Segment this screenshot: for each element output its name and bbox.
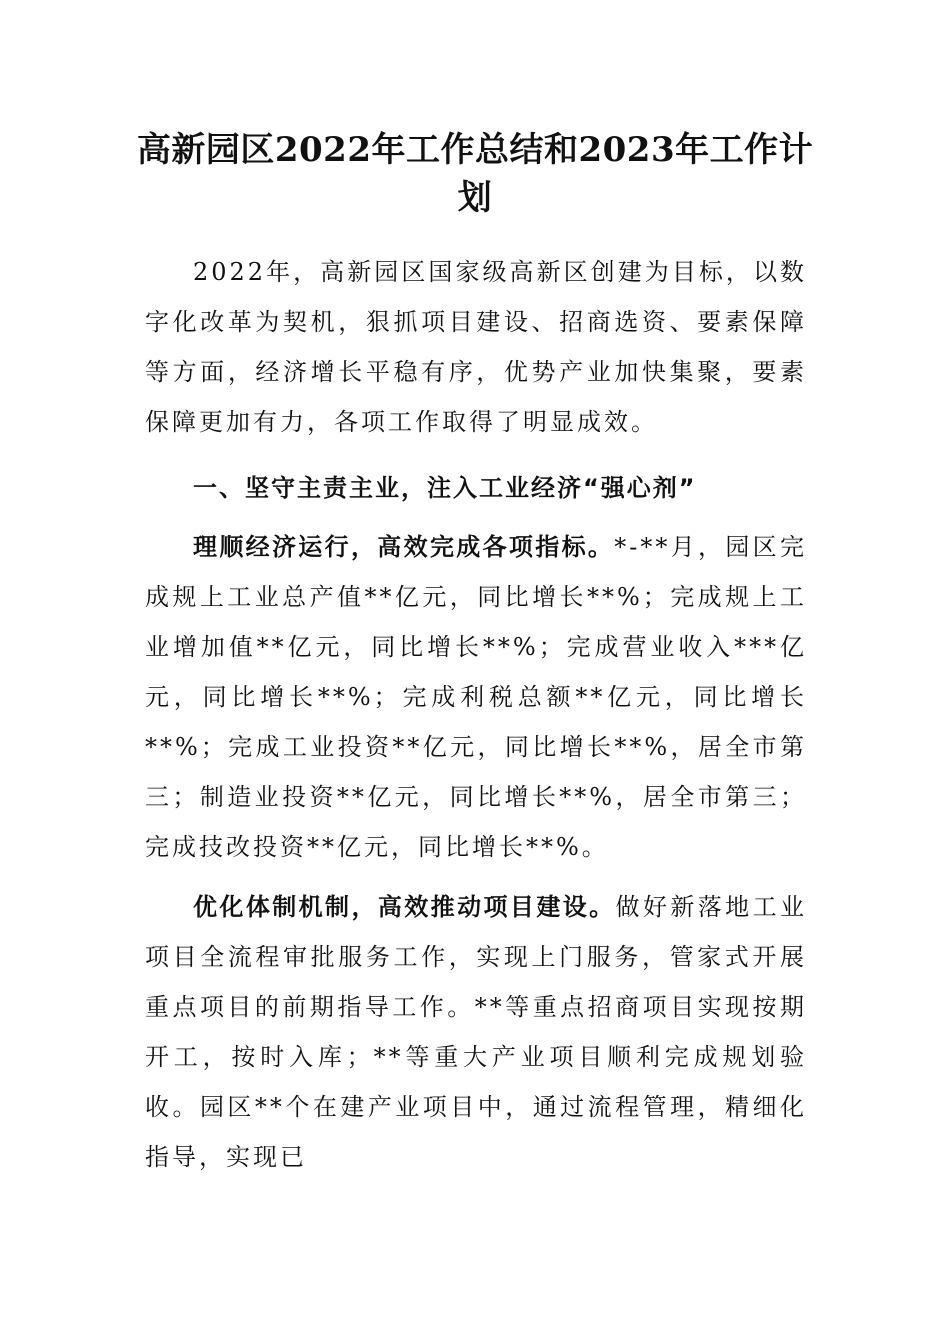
- paragraph-text: *-**月，园区完成规上工业总产值**亿元，同比增长**%；完成规上工业增加值**亿元，同比增长**%；完成营业收入***亿元，同比增长**%；完成利税总额**亿元，同比增长**%；完成工业投资**亿元，同比增长**%，居全市第三；制造业投资**亿元，同比增长**%，居全市第三；完成技改投资**亿元，同比增长**%。: [145, 533, 807, 861]
- paragraph-lead: 优化体制机制，高效推动项目建设。: [193, 893, 616, 921]
- section-paragraph: [145, 882, 807, 1182]
- paragraph-text: 做好新落地工业项目全流程审批服务工作，实现上门服务，管家式开展重点项目的前期指导工作。**等重点招商项目实现按期开工，按时入库；**等重大产业项目顺利完成规划验收。园区**个在建产业项目中，通过流程管理，精细化指导，实现已: [145, 893, 808, 1171]
- document-title: 高新园区2022年工作总结和2023年工作计划: [136, 130, 814, 218]
- section-heading: 一、坚守主责主业，注入工业经济“强心剂”: [193, 474, 697, 502]
- intro-paragraph: 2022年，高新园区国家级高新区创建为目标，以数字化改革为契机，狠抓项目建设、招商选资、要素保障等方面，经济增长平稳有序，优势产业加快集聚，要素保障更加有力，各项工作取得了明显成效。: [145, 258, 807, 436]
- section-paragraph: [145, 522, 807, 872]
- paragraph-lead: 理顺经济运行，高效完成各项指标。: [193, 533, 615, 561]
